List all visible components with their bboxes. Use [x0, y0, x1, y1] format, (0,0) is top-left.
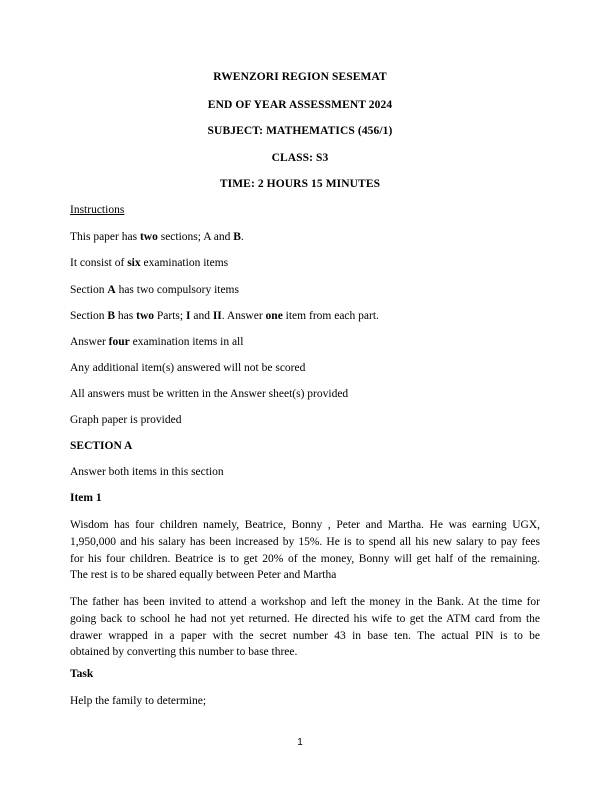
- instruction-line-2: It consist of six examination items: [70, 257, 229, 269]
- task-heading: Task: [70, 668, 94, 680]
- paragraph-line: 1,950,000 and his salary has been increased by 15%. He is to spend all his new salary to pay fees: [70, 535, 540, 548]
- paragraph-line: The rest is to be shared equally between Peter and Martha: [70, 569, 337, 582]
- paragraph-line: The father has been invited to attend a workshop and left the money in the Bank. At the time for: [70, 596, 540, 608]
- instruction-line-3: Section A has two compulsory items: [70, 284, 239, 296]
- region-title: RWENZORI REGION SESEMAT: [213, 71, 387, 83]
- time-title: TIME: 2 HOURS 15 MINUTES: [219, 178, 381, 190]
- instruction-line-4: Section B has two Parts; I and II. Answer one item from each part.: [70, 310, 379, 322]
- section-a-note: Answer both items in this section: [70, 466, 224, 478]
- item-1-heading: Item 1: [70, 492, 102, 504]
- instruction-line-5: Answer four examination items in all: [70, 336, 244, 348]
- paragraph-line: going back to school he had not yet returned. He directed his wife to get the ATM card from the: [70, 612, 540, 625]
- paragraph-line: obtained by converting this number to base three.: [70, 646, 298, 659]
- item-1-paragraph-1: [70, 517, 540, 584]
- instruction-line-7: All answers must be written in the Answer sheet(s) provided: [70, 388, 349, 400]
- paragraph-line: for his four children. Beatrice is to get 20% of the money, Bonny will get half of the remaining.: [70, 552, 540, 565]
- page-number: 1: [297, 737, 303, 748]
- instruction-line-8: Graph paper is provided: [70, 414, 182, 426]
- instruction-line-1: This paper has two sections; A and B.: [70, 231, 244, 243]
- subject-title: SUBJECT: MATHEMATICS (456/1): [207, 125, 393, 137]
- instructions-heading: Instructions: [70, 204, 125, 216]
- class-title: CLASS: S3: [271, 152, 329, 164]
- paragraph-line: drawer wrapped in a paper with the secret number 43 in base ten. The actual PIN is to be: [70, 629, 540, 642]
- assessment-title: END OF YEAR ASSESSMENT 2024: [207, 99, 393, 111]
- paragraph-line: Wisdom has four children namely, Beatrice, Bonny , Peter and Martha. He was earning UGX,: [70, 519, 540, 531]
- section-a-heading: SECTION A: [70, 440, 133, 452]
- task-line: Help the family to determine;: [70, 695, 207, 707]
- item-1-paragraph-2: [70, 594, 540, 661]
- instruction-line-6: Any additional item(s) answered will not be scored: [70, 362, 306, 374]
